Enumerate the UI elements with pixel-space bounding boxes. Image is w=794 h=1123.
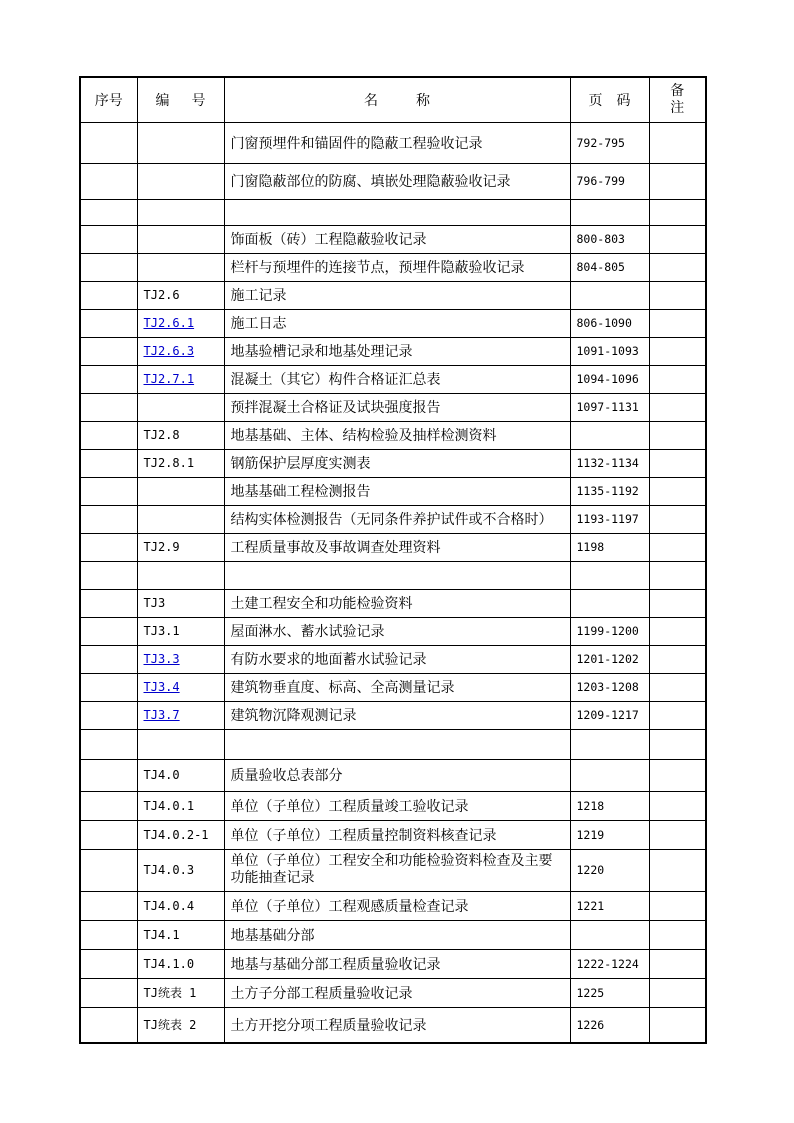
- name-cell: 质量验收总表部分: [224, 759, 570, 791]
- remark-cell: [649, 533, 706, 561]
- code-link[interactable]: TJ3.3: [143, 652, 180, 666]
- remark-cell: [649, 365, 706, 393]
- seq-cell: [80, 505, 137, 533]
- name-cell: 土方子分部工程质量验收记录: [224, 978, 570, 1007]
- page-cell: 1222-1224: [570, 949, 649, 978]
- remark-cell: [649, 759, 706, 791]
- page-cell: 1091-1093: [570, 337, 649, 365]
- page-cell: 1209-1217: [570, 701, 649, 729]
- page-cell: 796-799: [570, 163, 649, 199]
- header-row: [80, 77, 706, 122]
- seq-cell: [80, 421, 137, 449]
- name-cell: 土方开挖分项工程质量验收记录: [224, 1007, 570, 1043]
- name-cell: 地基基础分部: [224, 920, 570, 949]
- code-cell: TJ4.0.1: [137, 791, 224, 820]
- remark-cell: [649, 309, 706, 337]
- remark-cell: [649, 891, 706, 920]
- header-name: 名 称: [224, 77, 570, 122]
- seq-cell: [80, 1007, 137, 1043]
- code-cell: TJ2.6: [137, 281, 224, 309]
- name-cell: 单位（子单位）工程观感质量检查记录: [224, 891, 570, 920]
- name-cell: [224, 729, 570, 759]
- name-cell: 施工记录: [224, 281, 570, 309]
- page-cell: [570, 561, 649, 589]
- table-row: [80, 225, 706, 253]
- table-row: [80, 337, 706, 365]
- code-cell: TJ4.0.2-1: [137, 820, 224, 849]
- remark-cell: [649, 561, 706, 589]
- name-cell: 栏杆与预埋件的连接节点，预埋件隐蔽验收记录: [224, 253, 570, 281]
- code-cell: TJ2.8: [137, 421, 224, 449]
- code-cell: [137, 122, 224, 163]
- table-row: [80, 505, 706, 533]
- table-row: [80, 163, 706, 199]
- code-cell: [137, 477, 224, 505]
- seq-cell: [80, 920, 137, 949]
- table-row: [80, 729, 706, 759]
- page-cell: 804-805: [570, 253, 649, 281]
- page-cell: 1199-1200: [570, 617, 649, 645]
- name-cell: 预拌混凝土合格证及试块强度报告: [224, 393, 570, 421]
- page-cell: 1201-1202: [570, 645, 649, 673]
- code-cell[interactable]: [137, 337, 224, 365]
- remark-cell: [649, 920, 706, 949]
- code-cell[interactable]: [137, 701, 224, 729]
- seq-cell: [80, 393, 137, 421]
- seq-cell: [80, 589, 137, 617]
- table-row: [80, 949, 706, 978]
- code-cell: [137, 561, 224, 589]
- remark-cell: [649, 253, 706, 281]
- code-link[interactable]: TJ2.6.3: [143, 344, 195, 358]
- table-row: [80, 759, 706, 791]
- seq-cell: [80, 617, 137, 645]
- table-row: [80, 820, 706, 849]
- code-cell[interactable]: [137, 365, 224, 393]
- seq-cell: [80, 645, 137, 673]
- code-cell: [137, 393, 224, 421]
- remark-cell: [649, 791, 706, 820]
- table-body: [80, 122, 706, 1043]
- page-cell: 1097-1131: [570, 393, 649, 421]
- table-row: [80, 849, 706, 891]
- code-cell: TJ2.8.1: [137, 449, 224, 477]
- remark-cell: [649, 849, 706, 891]
- remark-cell: [649, 729, 706, 759]
- seq-cell: [80, 949, 137, 978]
- code-cell: TJ3.1: [137, 617, 224, 645]
- page-cell: [570, 729, 649, 759]
- name-cell: 地基基础工程检测报告: [224, 477, 570, 505]
- name-cell: 单位（子单位）工程质量控制资料核查记录: [224, 820, 570, 849]
- remark-cell: [649, 978, 706, 1007]
- seq-cell: [80, 477, 137, 505]
- seq-cell: [80, 701, 137, 729]
- code-cell: TJ4.0: [137, 759, 224, 791]
- table-row: [80, 589, 706, 617]
- seq-cell: [80, 281, 137, 309]
- code-cell: [137, 199, 224, 225]
- remark-cell: [649, 645, 706, 673]
- page-cell: [570, 589, 649, 617]
- page-cell: 1226: [570, 1007, 649, 1043]
- table-row: [80, 645, 706, 673]
- seq-cell: [80, 309, 137, 337]
- table-row: [80, 449, 706, 477]
- table-row: [80, 978, 706, 1007]
- page-cell: 800-803: [570, 225, 649, 253]
- remark-cell: [649, 199, 706, 225]
- header-page: 页 码: [570, 77, 649, 122]
- page-cell: 806-1090: [570, 309, 649, 337]
- remark-cell: [649, 949, 706, 978]
- code-cell: TJ统表 2: [137, 1007, 224, 1043]
- remark-cell: [649, 820, 706, 849]
- seq-cell: [80, 163, 137, 199]
- name-cell: 单位（子单位）工程安全和功能检验资料检查及主要功能抽查记录: [224, 849, 570, 891]
- header-remark: 备 注: [649, 77, 706, 122]
- name-cell: 饰面板（砖）工程隐蔽验收记录: [224, 225, 570, 253]
- name-cell: 建筑物垂直度、标高、全高测量记录: [224, 673, 570, 701]
- name-cell: 工程质量事故及事故调查处理资料: [224, 533, 570, 561]
- table-row: [80, 122, 706, 163]
- page-cell: 1219: [570, 820, 649, 849]
- remark-cell: [649, 673, 706, 701]
- code-cell: [137, 505, 224, 533]
- remark-cell: [649, 163, 706, 199]
- page-cell: 1225: [570, 978, 649, 1007]
- name-cell: 地基验槽记录和地基处理记录: [224, 337, 570, 365]
- seq-cell: [80, 820, 137, 849]
- page-cell: 1220: [570, 849, 649, 891]
- code-cell: TJ4.0.3: [137, 849, 224, 891]
- table-row: [80, 1007, 706, 1043]
- seq-cell: [80, 891, 137, 920]
- table-row: [80, 281, 706, 309]
- name-cell: [224, 561, 570, 589]
- code-link[interactable]: TJ2.7.1: [143, 372, 195, 386]
- seq-cell: [80, 449, 137, 477]
- page-cell: 792-795: [570, 122, 649, 163]
- name-cell: 钢筋保护层厚度实测表: [224, 449, 570, 477]
- table-row: [80, 365, 706, 393]
- page-cell: 1094-1096: [570, 365, 649, 393]
- table-row: [80, 791, 706, 820]
- remark-cell: [649, 1007, 706, 1043]
- code-cell: TJ4.1.0: [137, 949, 224, 978]
- page-cell: 1193-1197: [570, 505, 649, 533]
- page-cell: 1221: [570, 891, 649, 920]
- table-row: [80, 393, 706, 421]
- code-cell: TJ3: [137, 589, 224, 617]
- name-cell: 地基与基础分部工程质量验收记录: [224, 949, 570, 978]
- code-cell: [137, 729, 224, 759]
- code-link[interactable]: TJ2.6.1: [143, 316, 195, 330]
- code-cell: TJ2.9: [137, 533, 224, 561]
- seq-cell: [80, 337, 137, 365]
- seq-cell: [80, 729, 137, 759]
- remark-cell: [649, 122, 706, 163]
- remark-cell: [649, 617, 706, 645]
- seq-cell: [80, 122, 137, 163]
- remark-cell: [649, 701, 706, 729]
- remark-cell: [649, 477, 706, 505]
- page-cell: [570, 920, 649, 949]
- table-row: [80, 199, 706, 225]
- seq-cell: [80, 533, 137, 561]
- code-cell[interactable]: [137, 309, 224, 337]
- table-row: [80, 701, 706, 729]
- page-cell: 1132-1134: [570, 449, 649, 477]
- remark-cell: [649, 337, 706, 365]
- remark-cell: [649, 281, 706, 309]
- remark-cell: [649, 421, 706, 449]
- code-link[interactable]: TJ3.7: [143, 708, 180, 722]
- name-cell: 地基基础、主体、结构检验及抽样检测资料: [224, 421, 570, 449]
- remark-cell: [649, 589, 706, 617]
- name-cell: 门窗隐蔽部位的防腐、填嵌处理隐蔽验收记录: [224, 163, 570, 199]
- seq-cell: [80, 561, 137, 589]
- name-cell: 屋面淋水、蓄水试验记录: [224, 617, 570, 645]
- header-code: 编 号: [137, 77, 224, 122]
- page-cell: 1218: [570, 791, 649, 820]
- code-link[interactable]: TJ3.4: [143, 680, 180, 694]
- page-cell: [570, 421, 649, 449]
- seq-cell: [80, 225, 137, 253]
- name-cell: 单位（子单位）工程质量竣工验收记录: [224, 791, 570, 820]
- page-cell: 1198: [570, 533, 649, 561]
- table-row: [80, 920, 706, 949]
- name-cell: [224, 199, 570, 225]
- name-cell: 有防水要求的地面蓄水试验记录: [224, 645, 570, 673]
- code-cell: [137, 163, 224, 199]
- table-row: [80, 673, 706, 701]
- seq-cell: [80, 673, 137, 701]
- remark-cell: [649, 393, 706, 421]
- page-cell: 1135-1192: [570, 477, 649, 505]
- code-cell: TJ4.1: [137, 920, 224, 949]
- table-row: [80, 533, 706, 561]
- page-cell: [570, 199, 649, 225]
- code-cell: [137, 253, 224, 281]
- seq-cell: [80, 849, 137, 891]
- index-table: [79, 76, 707, 1044]
- table-row: [80, 309, 706, 337]
- table-row: [80, 253, 706, 281]
- table-row: [80, 561, 706, 589]
- name-cell: 混凝土（其它）构件合格证汇总表: [224, 365, 570, 393]
- table-row: [80, 891, 706, 920]
- remark-cell: [649, 505, 706, 533]
- page-cell: [570, 281, 649, 309]
- seq-cell: [80, 791, 137, 820]
- code-cell: TJ4.0.4: [137, 891, 224, 920]
- remark-cell: [649, 225, 706, 253]
- name-cell: 结构实体检测报告（无同条件养护试件或不合格时）: [224, 505, 570, 533]
- name-cell: 门窗预埋件和锚固件的隐蔽工程验收记录: [224, 122, 570, 163]
- seq-cell: [80, 253, 137, 281]
- seq-cell: [80, 759, 137, 791]
- code-cell[interactable]: [137, 673, 224, 701]
- code-cell: TJ统表 1: [137, 978, 224, 1007]
- seq-cell: [80, 978, 137, 1007]
- name-cell: 施工日志: [224, 309, 570, 337]
- name-cell: 建筑物沉降观测记录: [224, 701, 570, 729]
- remark-cell: [649, 449, 706, 477]
- seq-cell: [80, 365, 137, 393]
- name-cell: 土建工程安全和功能检验资料: [224, 589, 570, 617]
- code-cell[interactable]: [137, 645, 224, 673]
- table-row: [80, 477, 706, 505]
- code-cell: [137, 225, 224, 253]
- table-row: [80, 421, 706, 449]
- table-row: [80, 617, 706, 645]
- seq-cell: [80, 199, 137, 225]
- page-cell: [570, 759, 649, 791]
- header-seq: 序号: [80, 77, 137, 122]
- page-cell: 1203-1208: [570, 673, 649, 701]
